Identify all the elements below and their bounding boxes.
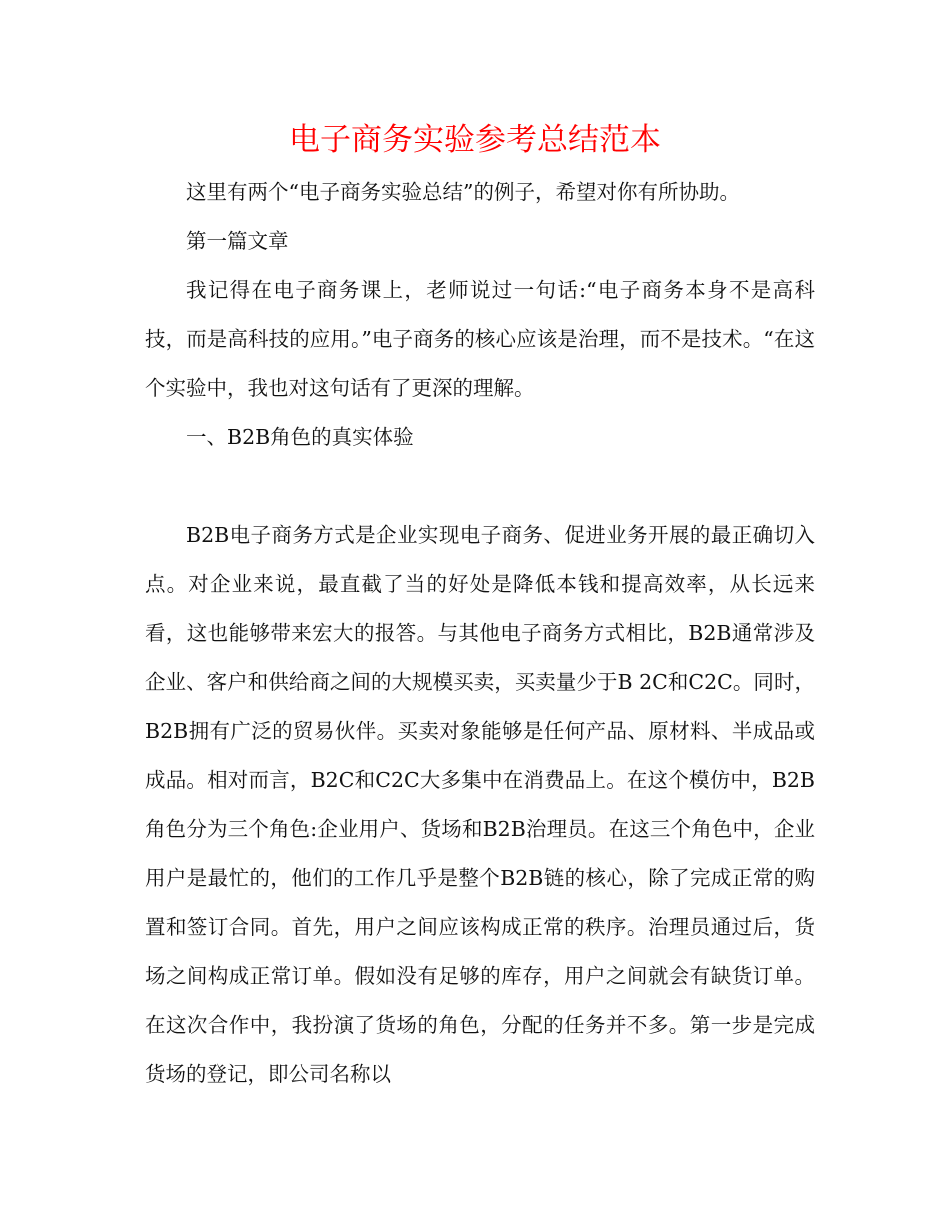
section-heading: 一、B2B角色的真实体验 xyxy=(186,425,414,449)
recall-paragraph: 我记得在电子商务课上，老师说过一句话:“电子商务本身不是高科技，而是高科技的应用。”电子商务的核心应该是治理，而不是技术。“在这个实验中，我也对这句话有了更深的理解。 xyxy=(145,278,815,400)
first-article-label: 第一篇文章 xyxy=(186,229,289,253)
intro-paragraph: 这里有两个“电子商务实验总结”的例子，希望对你有所协助。 xyxy=(186,180,740,204)
body-paragraph: B2B电子商务方式是企业实现电子商务、促进业务开展的最正确切入点。对企业来说，最直截了当的好处是降低本钱和提高效率，从长远来看，这也能够带来宏大的报答。与其他电子商务方式相比，B2B通常涉及企业、客户和供给商之间的大规模买卖，买卖量少于B 2C和C2C。同时，B2B拥有广泛的贸易伙伴。买卖对象能够是任何产品、原材料、半成品或成品。相对而言，B2C和C2C大多集中在消费品上。在这个模仿中，B2B角色分为三个角色:企业用户、货场和B2B治理员。在这三个角色中，企业用户是最忙的，他们的工作几乎是整个B2B链的核心，除了完成正常的购置和签订合同。首先，用户之间应该构成正常的秩序。治理员通过后，货场之间构成正常订单。假如没有足够的库存，用户之间就会有缺货订单。在这次合作中，我扮演了货场的角色，分配的任务并不多。第一步是完成货场的登记，即公司名称以 xyxy=(145,523,815,1086)
document-title: 电子商务实验参考总结范本 xyxy=(289,122,661,158)
